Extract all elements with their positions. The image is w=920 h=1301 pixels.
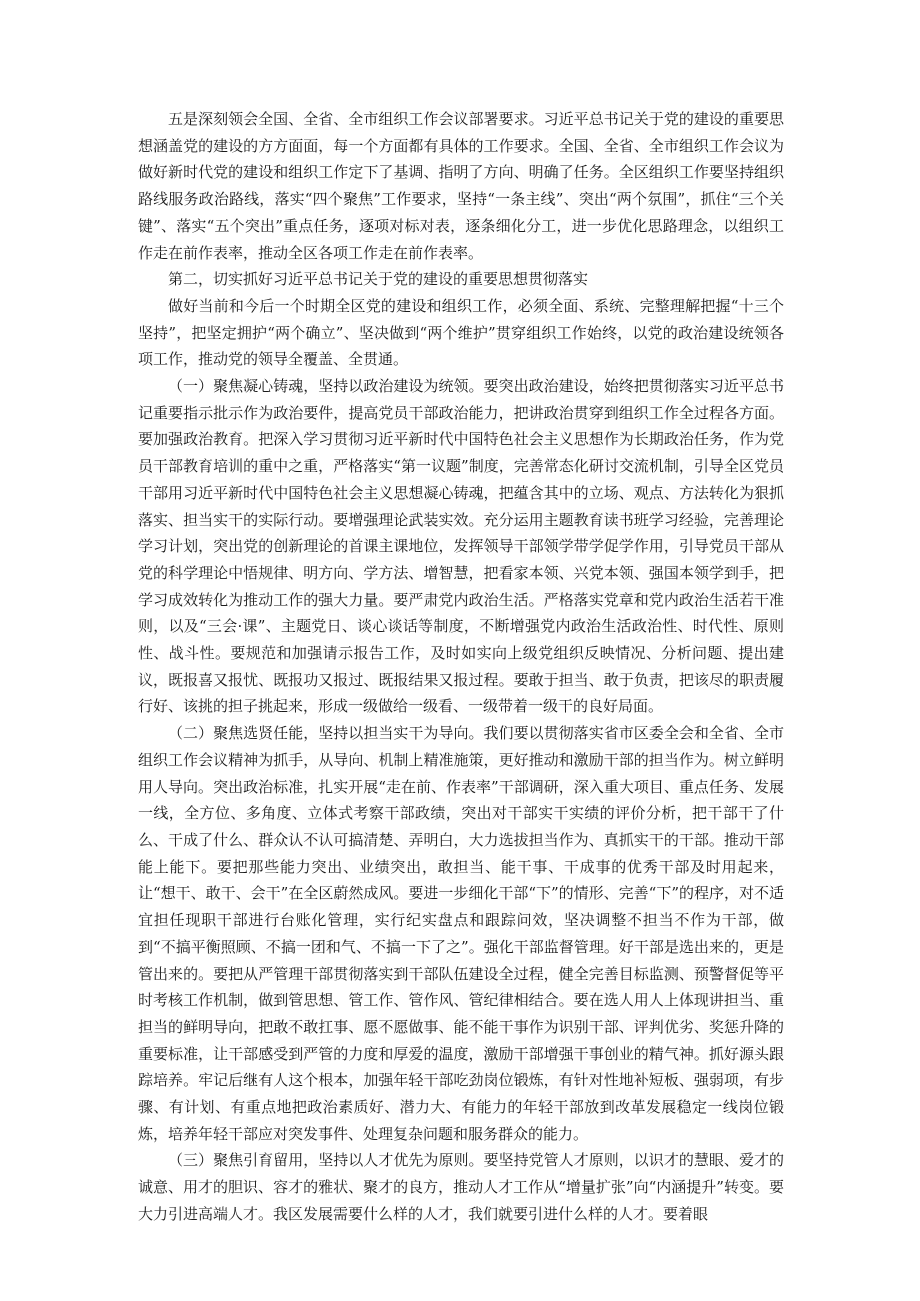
- paragraph-intro: 做好当前和今后一个时期全区党的建设和组织工作，必须全面、系统、完整理解把握“十三个坚持”，把坚定拥护“两个确立”、坚决做到“两个维护”贯穿组织工作始终，以党的政治建设统领各项工作，推动党的领导全覆盖、全贯通。: [138, 296, 784, 369]
- paragraph-item-three: （三）聚焦引育留用，坚持以人才优先为原则。要坚持党管人才原则，以识才的慧眼、爱才的诚意、用才的胆识、容才的雅状、聚才的良方，推动人才工作从“增量扩张”向“内涵提升”转变。要大力引进高端人才。我区发展需要什么样的人才，我们就要引进什么样的人才。要着眼: [138, 1151, 784, 1223]
- section-heading-second: 第二，切实抓好习近平总书记关于党的建设的重要思想贯彻落实: [168, 270, 589, 289]
- paragraph-item-one: （一）聚焦凝心铸魂，坚持以政治建设为统领。要突出政治建设，始终把贯彻落实习近平总书记重要指示批示作为政治要件，提高党员干部政治能力，把讲政治贯穿到组织工作全过程各方面。要加强政治教育。把深入学习贯彻习近平新时代中国特色社会主义思想作为长期政治任务，作为党员干部教育培训的重中之重，严格落实“第一议题”制度，完善常态化研讨交流机制，引导全区党员干部用习近平新时代中国特色社会主义思想凝心铸魂，把蕴含其中的立场、观点、方法转化为狠抓落实、担当实干的实际行动。要增强理论武装实效。充分运用主题教育读书班学习经验，完善理论学习计划，突出党的创新理论的首课主课地位，发挥领导干部领学带学促学作用，引导党员干部从党的科学理论中悟规律、明方向、学方法、增智慧，把看家本领、兴党本领、强国本领学到手，把学习成效转化为推动工作的强大力量。要严肃党内政治生活。严格落实党章和党内政治生活若干准则，以及“三会·课”、主题党日、谈心谈话等制度，不断增强党内政治生活政治性、时代性、原则性、战斗性。要规范和加强请示报告工作，及时如实向上级党组织反映情况、分析问题、提出建议，既报喜又报忧、既报功又报过、既报结果又报过程。要敢于担当、敢于负责，把该尽的职责履行好、该挑的担子挑起来，形成一级做给一级看、一级带着一级干的良好局面。: [138, 377, 784, 716]
- paragraph-item-two: （二）聚焦选贤任能，坚持以担当实干为导向。我们要以贯彻落实省市区委全会和全省、全市组织工作会议精神为抓手，从导向、机制上精准施策，更好推动和激励干部的担当作为。树立鲜明用人导向。突出政治标准，扎实开展“走在前、作表率”干部调研，深入重大项目、重点任务、发展一线，全方位、多角度、立体式考察干部政绩，突出对干部实干实绩的评价分析，把干部干了什么、干成了什么、群众认不认可搞清楚、弄明白，大力选拔担当作为、真抓实干的干部。推动干部能上能下。要把那些能力突出、业绩突出，敢担当、能干事、干成事的优秀干部及时用起来，让“想干、敢干、会干”在全区蔚然成风。要进一步细化干部“下”的情形、完善“下”的程序，对不适宜担任现职干部进行台账化管理，实行纪实盘点和跟踪问效，坚决调整不担当不作为干部，做到“不搞平衡照顾、不搞一团和气、不搞一下了之”。强化干部监督管理。好干部是选出来的，更是管出来的。要把从严管理干部贯彻落实到干部队伍建设全过程，健全完善目标监测、预警督促等平时考核工作机制，做到管思想、管工作、管作风、管纪律相结合。要在选人用人上体现讲担当、重担当的鲜明导向，把敢不敢扛事、愿不愿做事、能不能干事作为识别干部、评判优劣、奖惩升降的重要标准，让干部感受到严管的力度和厚爱的温度，激励干部增强干事创业的精气神。抓好源头跟踪培养。牢记后继有人这个根本，加强年轻干部吃劲岗位锻炼，有针对性地补短板、强弱项，有步骤、有计划、有重点地把政治素质好、潜力大、有能力的年轻干部放到改革发展稳定一线岗位锻炼，培养年轻干部应对突发事件、处理复杂问题和服务群众的能力。: [138, 724, 785, 1143]
- document-body: [138, 106, 784, 1228]
- paragraph-part-five: 五是深刻领会全国、全省、全市组织工作会议部署要求。习近平总书记关于党的建设的重要思想涵盖党的建设的方方面面，每一个方面都有具体的工作要求。全国、全省、全市组织工作会议为做好新时代党的建设和组织工作定下了基调、指明了方向、明确了任务。全区组织工作要坚持组织路线服务政治路线，落实“四个聚焦”工作要求，坚持“一条主线”、突出“两个氛围”，抓住“三个关键”、落实“五个突出”重点任务，逐项对标对表，逐条细化分工，进一步优化思路理念，以组织工作走在前作表率，推动全区各项工作走在前作表率。: [138, 110, 784, 262]
